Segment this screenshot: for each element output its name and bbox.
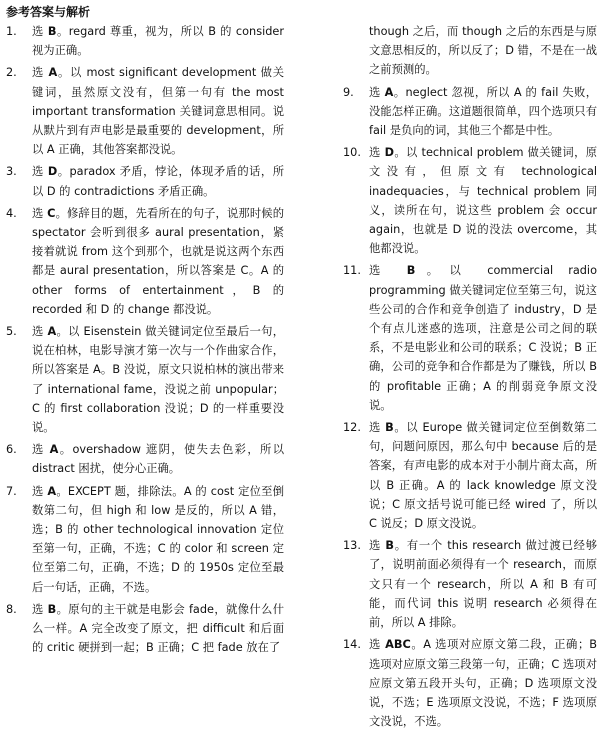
answer-item-13: 13. 选 B。有一个 this research 做过渡已经够了，说明前面必须得有一个 research，而原文只有一个 research，所以 A 和 B 有可能，而代词 this 说明 research 必须得在前，所以 A 排除。 — [343, 536, 597, 632]
item-number: 6. — [6, 443, 17, 457]
answer-choice: A — [47, 484, 57, 498]
item-number: 2. — [6, 66, 17, 80]
answer-choice: B — [406, 264, 416, 278]
answer-choice: A — [48, 66, 58, 80]
answer-choice: D — [384, 146, 394, 160]
answer-item-8-continued — [343, 22, 597, 80]
item-number: 13. — [343, 539, 361, 553]
answer-choice: A — [384, 85, 394, 99]
answer-choice: B — [47, 25, 57, 38]
explanation-text: 。EXCEPT 题，排除法。A 的 cost 定位至倒数第二句，但 high 和 low 是反的，所以 A 错，选；B 的 other technological innovation 定位至第一句，正确，不选；C 的 color 和 screen 定位至第二句，正确，不选；D 的 1950s 定位至最后一句话，正确，不选。 — [32, 484, 284, 594]
explanation-text: 。原句的主干就是电影会 fade，就像什么什么一样。A 完全改变了原文，把 difficult 和后面的 critic 硬拼到一起；B 正确；C 把 fade 放在了 — [32, 602, 284, 655]
answer-item-4: 4. 选 C。修辞目的题，先看所在的句子，说那时候的 spectator 会听到很多 aural presentation，紧接着就说 from 这个到那个，也就是说这两个东西都是 aural presentation，所以答案是 C。A 的 other forms of entertainment，B 的 recorded 和 D 的 change 都没说。 — [6, 204, 284, 319]
right-column — [343, 22, 597, 734]
item-number: 10. — [343, 146, 361, 160]
left-column — [6, 22, 284, 661]
answer-item-2: 2. 选 A。以 most significant development 做关键词，虽然原文没有，但第一句有 the most important transformation 关键词意思相同。说从默片到有声电影是最重要的 development，所以 A 正确，其他答案都没说。 — [6, 63, 284, 159]
item-number: 3. — [6, 165, 17, 179]
item-number: 5. — [6, 325, 17, 339]
explanation-text: 。以 commercial radio programming 做关键词定位至第三句，说这些公司的合作和竞争创造了 industry，D 是个有点儿迷惑的选项，注意是公司之间的联系，不是电影业和公司的联系；C 没说；B 正确，公司的竞争和合作都是为了赚钱，所以 B 的 profitable 正确；A 的削弱竞争原文没说。 — [369, 264, 597, 412]
item-number: 1. — [6, 25, 17, 38]
answer-item-6: 6. 选 A。overshadow 遮阴，使失去色彩，所以 distract 困扰，使分心正确。 — [6, 440, 284, 478]
explanation-text: 。overshadow 遮阴，使失去色彩，所以 distract 困扰，使分心正确。 — [32, 443, 284, 476]
item-number: 9. — [343, 85, 354, 99]
explanation-text: 。以 Eisenstein 做关键词定位至最后一句，说在柏林，电影导演才第一次与一个作曲家合作，所以答案是 A。B 没说，原文只说柏林的演出带来了 international fame，没说之前 unpopular；C 的 first collaboration 没说；D 的一样重要没说。 — [32, 325, 284, 435]
answer-item-10: 10. 选 D。以 technical problem 做关键词，原文没有，但原文有 technological inadequacies，与 technical problem 同义，读所在句，说这些 problem 会 occur again，也就是 D 说的没法 overcome，其他都没说。 — [343, 143, 597, 258]
item-number: 14. — [343, 638, 361, 652]
answer-choice: A — [47, 325, 57, 339]
answer-item-7: 7. 选 A。EXCEPT 题，排除法。A 的 cost 定位至倒数第二句，但 high 和 low 是反的，所以 A 错，选；B 的 other technological innovation 定位至第一句，正确，不选；C 的 color 和 screen 定位至第二句，正确，不选；D 的 1950s 定位至最后一句话，正确，不选。 — [6, 482, 284, 597]
page-title: 参考答案与解析 — [6, 5, 91, 19]
answer-choice: B — [385, 421, 394, 435]
item-number: 4. — [6, 206, 17, 220]
item-number: 12. — [343, 421, 361, 435]
explanation-text: 。paradox 矛盾，悖论，体现矛盾的话，所以 D 的 contradictions 矛盾正确。 — [32, 165, 284, 198]
explanation-text: 。有一个 this research 做过渡已经够了，说明前面必须得有一个 research，而原文只有一个 research，所以 A 和 B 有可能，而代词 this 说明 research 必须得在前，所以 A 排除。 — [369, 539, 597, 630]
explanation-text: 。以 most significant development 做关键词，虽然原文没有，但第一句有 the most important transformation 关键词意思相同。说从默片到有声电影是最重要的 development，所以 A 正确，其他答案都没说。 — [32, 66, 284, 157]
explanation-text: though 之后，而 though 之后的东西是与原文意思相反的，所以反了；D 错，不是在一战之前预测的。 — [369, 25, 597, 77]
answer-choice: B — [385, 539, 395, 553]
item-number: 11. — [343, 264, 361, 278]
answer-item-1: 1. 选 B。regard 尊重，视为，所以 B 的 consider 视为正确。 — [6, 22, 284, 60]
answer-item-3: 3. 选 D。paradox 矛盾，悖论，体现矛盾的话，所以 D 的 contradictions 矛盾正确。 — [6, 162, 284, 200]
answer-item-9: 9. 选 A。neglect 忽视，所以 A 的 fail 失败，没能怎样正确。这道题很简单，四个选项只有 fail 是负向的词，其他三个都是中性。 — [343, 83, 597, 141]
answer-item-8: 8. 选 B。原句的主干就是电影会 fade，就像什么什么一样。A 完全改变了原文，把 difficult 和后面的 critic 硬拼到一起；B 正确；C 把 fade 放在了 — [6, 600, 284, 658]
answer-choice: D — [47, 165, 58, 179]
answer-item-14: 14. 选 ABC。A 选项对应原文第二段，正确；B 选项对应原文第三段第一句，正确；C 选项对应原文第五段开头句，正确；D 选项原文没说，不选；E 选项原文没说，不选；F 选项原文没说，不选。 — [343, 635, 597, 731]
explanation-text: 。regard 尊重，视为，所以 B 的 consider 视为正确。 — [32, 25, 285, 58]
item-number: 7. — [6, 484, 17, 498]
answer-choice: ABC — [385, 638, 411, 652]
item-number: 8. — [6, 602, 17, 616]
answer-item-11: 11. 选 B。以 commercial radio programming 做关键词定位至第三句，说这些公司的合作和竞争创造了 industry，D 是个有点儿迷惑的选项，注意是公司之间的联系，不是电影业和公司的联系；C 没说；B 正确，公司的竞争和合作都是为了赚钱，所以 B 的 profitable 正确；A 的削弱竞争原文没说。 — [343, 261, 597, 415]
explanation-text: 。neglect 忽视，所以 A 的 fail 失败，没能怎样正确。这道题很简单，四个选项只有 fail 是负向的词，其他三个都是中性。 — [369, 85, 597, 138]
answer-item-5: 5. 选 A。以 Eisenstein 做关键词定位至最后一句，说在柏林，电影导演才第一次与一个作曲家合作，所以答案是 A。B 没说，原文只说柏林的演出带来了 international fame，没说之前 unpopular；C 的 first collaboration 没说；D 的一样重要没说。 — [6, 322, 284, 437]
explanation-text: 。以 technical problem 做关键词，原文没有，但原文有 technological inadequacies，与 technical problem 同义，读所在句，说这些 problem 会 occur again，也就是 D 说的没法 overcome，其他都没说。 — [369, 146, 598, 256]
explanation-text: 。以 Europe 做关键词定位至倒数第二句，问题问原因，那么句中 because 后的是答案，有声电影的成本对于小制片商太高，所以 B 正确。A 的 lack knowledge 原文没说；C 原文括号说可能已经 wired 了，所以 C 说反；D 原文没说。 — [369, 421, 597, 531]
explanation-text: 。A 选项对应原文第二段，正确；B 选项对应原文第三段第一句，正确；C 选项对应原文第五段开头句，正确；D 选项原文没说，不选；E 选项原文没说，不选；F 选项原文没说，不选。 — [369, 638, 597, 729]
explanation-text: 。修辞目的题，先看所在的句子，说那时候的 spectator 会听到很多 aural presentation，紧接着就说 from 这个到那个，也就是说这两个东西都是 aural presentation，所以答案是 C。A 的 other forms of entertainment，B 的 recorded 和 D 的 change 都没说。 — [32, 206, 284, 316]
answer-item-12: 12. 选 B。以 Europe 做关键词定位至倒数第二句，问题问原因，那么句中 because 后的是答案，有声电影的成本对于小制片商太高，所以 B 正确。A 的 lack knowledge 原文没说；C 原文括号说可能已经 wired 了，所以 C 说反；D 原文没说。 — [343, 418, 597, 533]
answer-choice: A — [49, 443, 59, 457]
answer-choice: C — [47, 206, 56, 220]
answer-choice: B — [47, 602, 57, 616]
